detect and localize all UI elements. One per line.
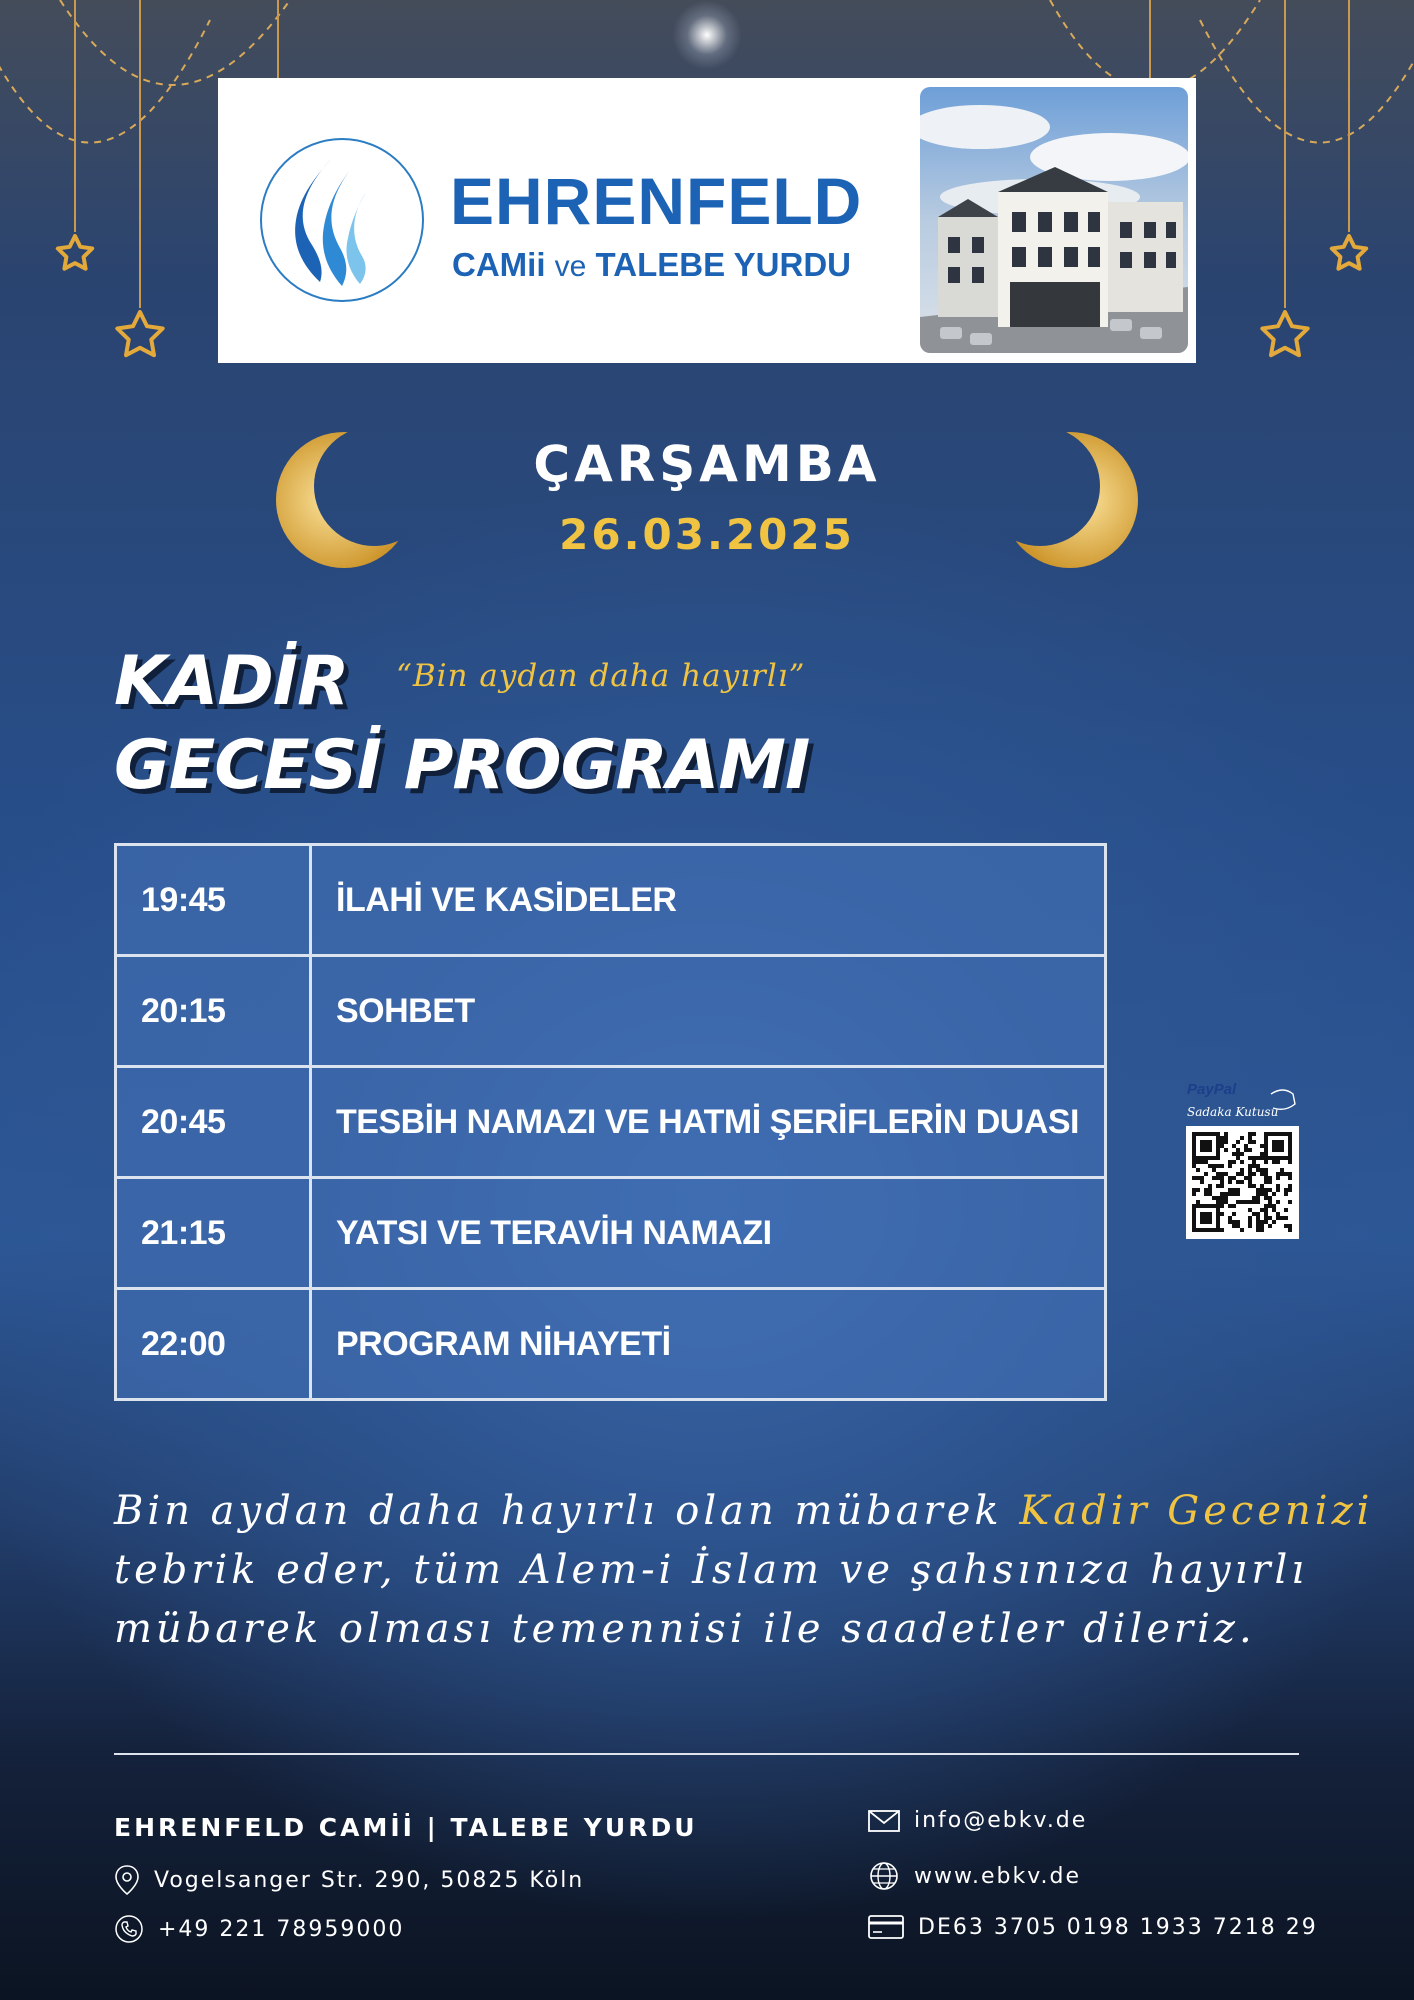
mosque-building-photo [920,87,1188,353]
activity-cell: PROGRAM NİHAYETİ [311,1289,1106,1400]
title-subtitle: “Bin aydan daha hayırlı” [396,658,806,694]
address-text: Vogelsanger Str. 290, 50825 Köln [154,1867,585,1893]
time-cell: 22:00 [116,1289,311,1400]
table-row [116,1067,1106,1178]
logo-icon [260,138,424,302]
time-cell: 20:45 [116,1067,311,1178]
footer-website [868,1860,1081,1892]
table-row [116,1289,1106,1400]
footer-email [868,1808,1087,1833]
globe-icon [868,1860,900,1892]
paypal-donation-label [1185,1078,1300,1124]
time-cell: 19:45 [116,845,311,956]
event-day: ÇARŞAMBA [533,435,881,493]
table-row [116,1178,1106,1289]
header-banner [218,78,1196,363]
table-row [116,956,1106,1067]
activity-cell: İLAHİ VE KASİDELER [311,845,1106,956]
sparkle-light [672,0,742,70]
footer-phone [114,1914,404,1944]
activity-cell: YATSI VE TERAVİH NAMAZI [311,1178,1106,1289]
org-subtitle-part3: TALEBE YURDU [595,246,851,283]
title-line-2: GECESİ PROGRAMI [114,726,810,805]
footer-address [114,1864,584,1896]
star-icon [58,236,92,269]
phone-text[interactable]: +49 221 78959000 [158,1916,405,1942]
greeting-highlight: Kadir Gecenizi [1019,1488,1374,1534]
qr-code-icon[interactable] [1186,1126,1299,1239]
greeting-message [114,1482,1374,1659]
title-line-1: KADİR [114,642,349,721]
website-link[interactable]: www.ebkv.de [914,1863,1081,1889]
phone-icon [114,1914,144,1944]
activity-cell: TESBİH NAMAZI VE HATMİ ŞERİFLERİN DUASI [311,1067,1106,1178]
card-icon [868,1914,904,1940]
greeting-line-1 [114,1482,1374,1541]
org-subtitle [452,248,851,282]
org-subtitle-part2: ve [554,250,587,283]
org-subtitle-part1: CAMii [452,246,546,283]
schedule-table [114,843,1107,1401]
footer-iban [868,1914,1318,1940]
location-pin-icon [114,1864,140,1896]
footer-divider [114,1753,1299,1755]
donation-box-label: Sadaka Kutusu [1187,1105,1279,1119]
logo-panel [230,88,922,350]
time-cell: 20:15 [116,956,311,1067]
iban-text: DE63 3705 0198 1933 7218 29 [918,1914,1318,1940]
email-link[interactable]: info@ebkv.de [914,1808,1088,1833]
event-date: 26.03.2025 [559,510,855,559]
greeting-line-1-text: Bin aydan daha hayırlı olan mübarek [114,1488,1003,1534]
table-row [116,845,1106,956]
star-icon [117,312,162,355]
mail-icon [868,1809,900,1833]
greeting-line-2: tebrik eder, tüm Alem-i İslam ve şahsınıza hayırlı [114,1547,1309,1593]
time-cell: 21:15 [116,1178,311,1289]
paypal-logo-icon: PayPal [1187,1081,1237,1098]
greeting-line-3: mübarek olması temennisi ile saadetler dileriz. [114,1606,1256,1652]
star-icon [1332,236,1366,269]
activity-cell: SOHBET [311,956,1106,1067]
star-icon [1262,312,1307,355]
footer-org-name: EHRENFELD CAMİİ | TALEBE YURDU [114,1813,698,1842]
org-name: EHRENFELD [450,164,863,238]
